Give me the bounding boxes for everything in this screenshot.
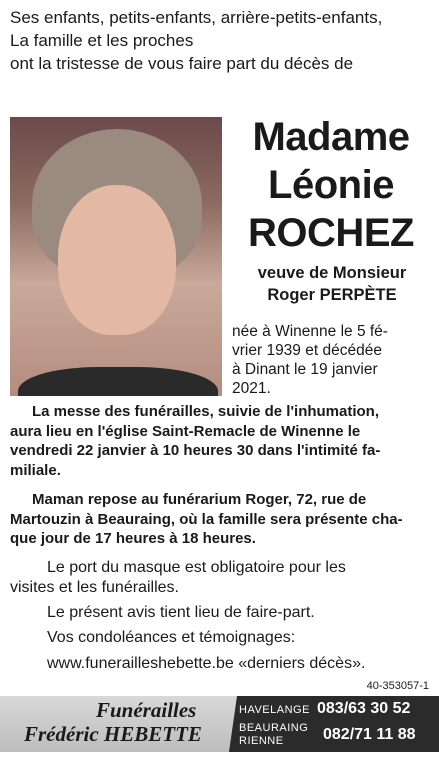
town-label: RIENNE	[239, 735, 284, 747]
intro-text	[10, 6, 430, 75]
funeral-home-banner	[0, 696, 439, 752]
phone-number: 082/71 11 88	[323, 726, 416, 743]
visitation-line: que jour de 17 heures à 18 heures.	[10, 530, 256, 547]
husband-name: Roger PERPÈTE	[267, 286, 397, 304]
visitation-line: Maman repose au funérarium Roger, 72, rue de	[32, 491, 367, 508]
town-label: BEAURAING	[239, 722, 309, 734]
intro-line: Ses enfants, petits-enfants, arrière-petits-enfants,	[10, 8, 383, 27]
funeral-line: vendredi 22 janvier à 10 heures 30 dans l'intimité fa-	[10, 442, 381, 459]
website-line: www.funerailleshebette.be «derniers décès».	[47, 655, 366, 672]
intro-line: ont la tristesse de vous faire part du décès de	[10, 54, 354, 73]
deceased-last-name: ROCHEZ	[248, 211, 414, 255]
intro-line: La famille et les proches	[10, 31, 194, 50]
mask-line: Le port du masque est obligatoire pour les	[47, 559, 346, 576]
photo-clothing	[18, 367, 218, 396]
deceased-title: Madame	[252, 115, 410, 159]
visitation-line: Martouzin à Beauraing, où la famille sera présente cha-	[10, 510, 403, 528]
birth-death-info	[232, 322, 430, 398]
town-label: HAVELANGE	[239, 704, 310, 716]
birth-death-line: née à Winenne le 5 fé-	[232, 323, 388, 340]
condolences-line: Vos condoléances et témoignages:	[47, 629, 296, 646]
mask-line: visites et les funérailles.	[10, 579, 179, 596]
birth-death-line: vrier 1939 et décédée	[232, 342, 382, 359]
birth-death-line: 2021.	[232, 380, 271, 397]
widow-of-line: veuve de Monsieur	[257, 264, 407, 282]
deceased-first-name: Léonie	[268, 163, 394, 207]
phone-number: 083/63 30 52	[317, 700, 411, 717]
brand-line: Funérailles	[96, 698, 197, 722]
reference-number: 40-353057-1	[366, 680, 429, 692]
mask-paragraph	[10, 558, 430, 598]
funeral-paragraph	[10, 402, 430, 480]
funeral-line: aura lieu en l'église Saint-Remacle de Winenne le	[10, 422, 361, 440]
funeral-line: miliale.	[10, 461, 61, 479]
visitation-paragraph	[10, 490, 430, 549]
brand-name: Frédéric HEBETTE	[24, 722, 202, 746]
notice-line: Le présent avis tient lieu de faire-part.	[47, 604, 315, 621]
funeral-line: La messe des funérailles, suivie de l'inhumation,	[32, 403, 380, 420]
photo-face	[58, 185, 176, 335]
portrait-photo	[10, 117, 222, 396]
birth-death-line: à Dinant le 19 janvier	[232, 361, 378, 378]
